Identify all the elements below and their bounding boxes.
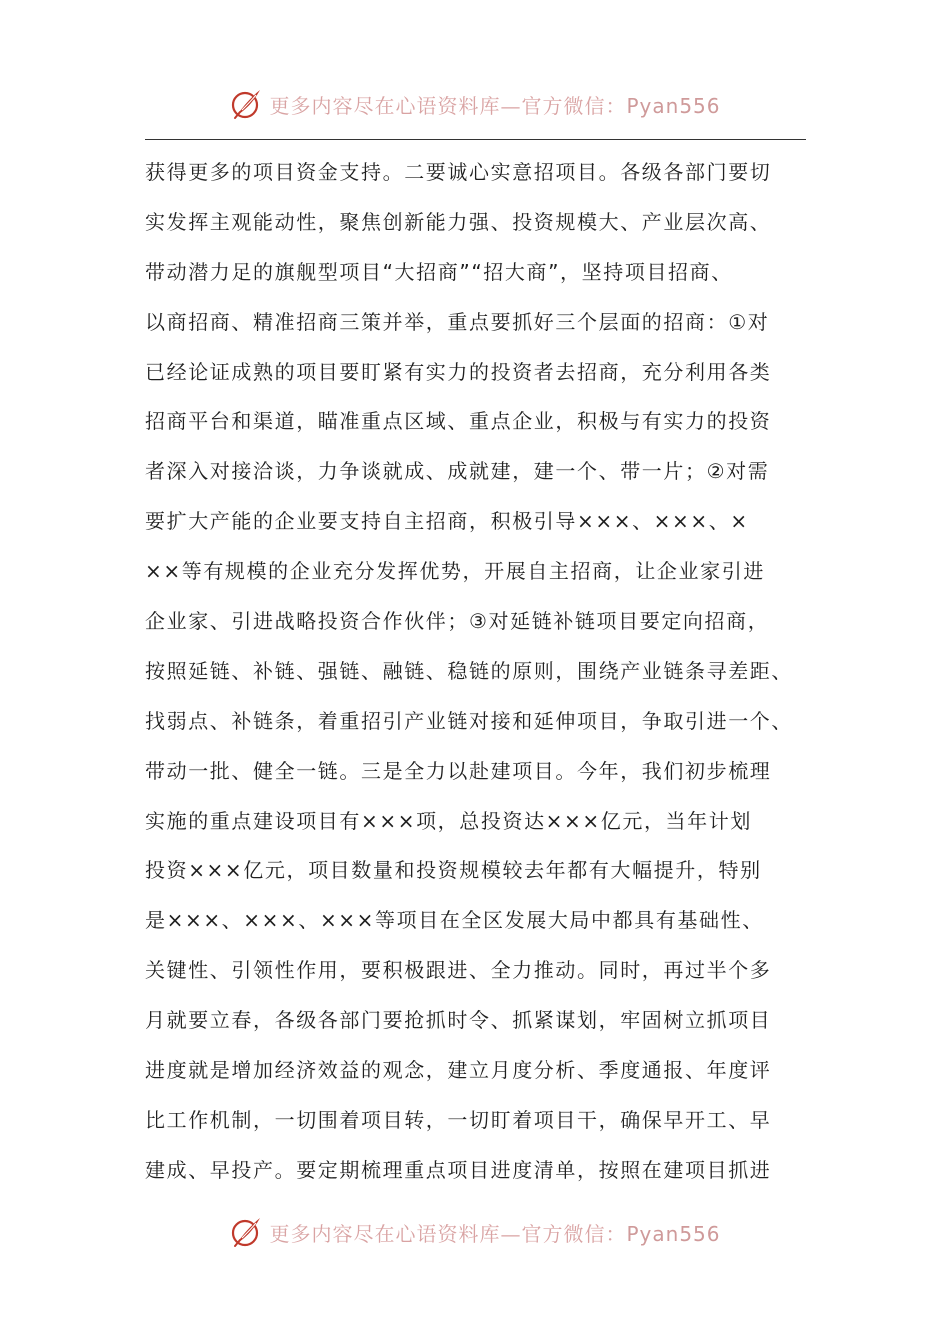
body-line: 企业家、引进战略投资合作伙伴；③对延链补链项目要定向招商， bbox=[145, 609, 770, 634]
body-line: 按照延链、补链、强链、融链、稳链的原则，围绕产业链条寻差距、 bbox=[145, 658, 793, 683]
header-divider bbox=[145, 139, 806, 140]
header-brand-text: 更多内容尽在心语资料库—官方微信：Pyan556 bbox=[269, 93, 721, 118]
quill-pen-logo-icon bbox=[229, 87, 263, 121]
footer-brand-text: 更多内容尽在心语资料库—官方微信：Pyan556 bbox=[269, 1221, 721, 1246]
page-footer bbox=[0, 1210, 950, 1254]
body-line: 关键性、引领性作用，要积极跟进、全力推动。同时，再过半个多 bbox=[145, 958, 772, 983]
body-line: 月就要立春，各级各部门要抢抓时令、抓紧谋划，牢固树立抓项目 bbox=[145, 1008, 772, 1033]
body-line: 建成、早投产。要定期梳理重点项目进度清单，按照在建项目抓进 bbox=[145, 1157, 772, 1182]
body-line: ××等有规模的企业充分发挥优势，开展自主招商，让企业家引进 bbox=[145, 559, 765, 584]
body-line: 带动一批、健全一链。三是全力以赴建项目。今年，我们初步梳理 bbox=[145, 758, 772, 783]
footer-wechat-id: Pyan556 bbox=[626, 1221, 721, 1246]
header-wechat-id: Pyan556 bbox=[626, 93, 721, 118]
body-line: 是×××、×××、×××等项目在全区发展大局中都具有基础性、 bbox=[145, 908, 764, 933]
body-line: 获得更多的项目资金支持。二要诚心实意招项目。各级各部门要切 bbox=[145, 160, 772, 184]
body-line: 进度就是增加经济效益的观念，建立月度分析、季度通报、年度评 bbox=[145, 1058, 772, 1083]
footer-brand bbox=[229, 1215, 720, 1249]
body-line: 已经论证成熟的项目要盯紧有实力的投资者去招商，充分利用各类 bbox=[145, 359, 772, 384]
header-brand bbox=[229, 87, 720, 121]
page-header bbox=[0, 82, 950, 126]
body-line: 投资×××亿元，项目数量和投资规模较去年都有大幅提升，特别 bbox=[145, 858, 762, 883]
body-line: 以商招商、精准招商三策并举，重点要抓好三个层面的招商：①对 bbox=[145, 309, 770, 334]
body-line: 者深入对接洽谈，力争谈就成、成就建，建一个、带一片；②对需 bbox=[145, 459, 770, 484]
quill-pen-logo-icon bbox=[229, 1215, 263, 1249]
body-line: 比工作机制，一切围着项目转，一切盯着项目干，确保早开工、早 bbox=[145, 1107, 772, 1132]
body-line: 实发挥主观能动性，聚焦创新能力强、投资规模大、产业层次高、 bbox=[145, 209, 772, 234]
body-line: 实施的重点建设项目有×××项，总投资达×××亿元，当年计划 bbox=[145, 808, 752, 833]
document-body bbox=[145, 148, 806, 1196]
body-line: 要扩大产能的企业要支持自主招商，积极引导×××、×××、× bbox=[145, 509, 749, 534]
body-line: 带动潜力足的旗舰型项目“大招商”“招大商”，坚持项目招商、 bbox=[145, 259, 733, 284]
body-line: 招商平台和渠道，瞄准重点区域、重点企业，积极与有实力的投资 bbox=[145, 409, 772, 434]
body-line: 找弱点、补链条，着重招引产业链对接和延伸项目，争取引进一个、 bbox=[145, 708, 793, 733]
